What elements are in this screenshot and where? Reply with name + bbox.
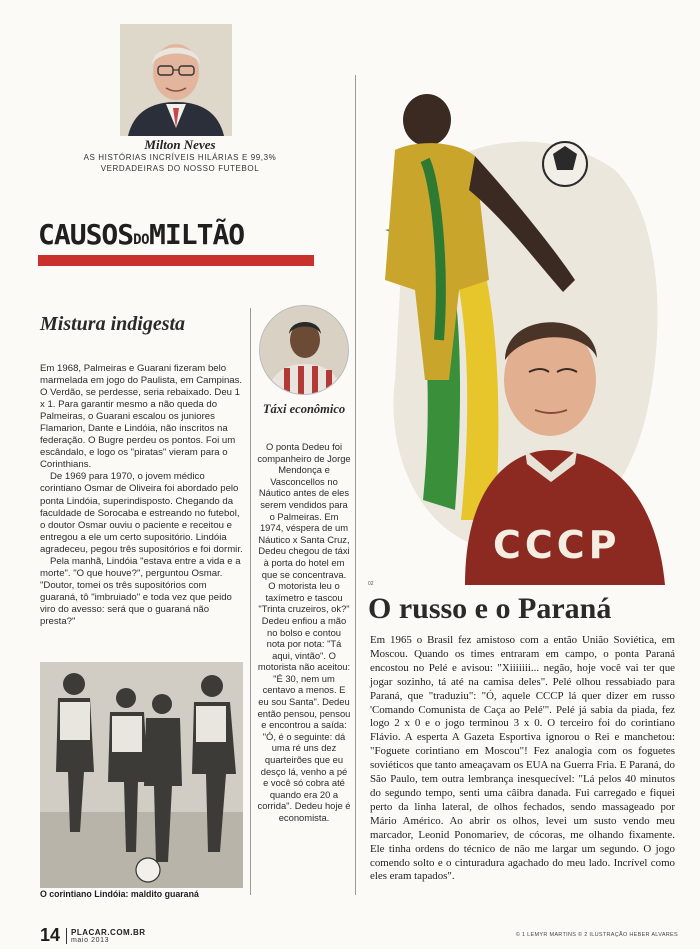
author-portrait-illustration [120,24,232,136]
footer-date: maio 2013 [71,937,110,944]
cccp-shirt-text: CCCP [493,523,621,567]
pele-yashin-illustration [365,80,670,585]
team-photo [40,662,243,888]
article-paragraph: Pela manhã, Lindóia "estava entre a vida e a morte". "O que houve?", perguntou Osmar. "Doutor, tomei os três supositórios com guaraná, tô "imbruiado" e toda vez que peido viro do avesso: será que o guaraná não presta?" [40,555,241,627]
dedeu-portrait-illustration [260,306,349,395]
footer-separator [66,928,67,944]
team-photo-illustration [40,662,243,888]
column-title-part2: DO [133,232,150,248]
article-title-russo-parana: O russo e o Paraná [368,592,612,625]
column-title [38,218,318,251]
column-title-part1: CAUSOS [38,218,134,251]
illustration-art [365,80,670,585]
art-label-02: 02 [368,581,374,587]
footer-site[interactable]: PLACAR.COM.BR [71,928,146,937]
column-divider-left [250,308,251,895]
article-title-mistura-indigesta: Mistura indigesta [40,313,186,335]
article-body-left [40,363,246,628]
article-body-right: Em 1965 o Brasil fez amistoso com a então União Soviética, em Moscou. Quando os times entraram em campo, o ponta Paraná encostou no Pelé e avisou: "Xiiiiiii... negão, hoje você vai ter que jogar sozinho, tá até na camisa deles". Pelé olhou ressabiado para Paraná, que "traduziu": "Ó, aquele CCCP lá quer dizer em russo 'Comando Comunista de Caça ao Pelé'". Pelé já sabia da piada, fez logo 2 x 0 e o jogo terminou 3 x 0. O terceiro foi do corintiano Flávio. A esperta A Gazeta Esportiva ignorou o Rei e manchetou: "Foguete corintiano em Moscou"! Fez analogia com os foguetes soviéticos que tanto ameaçavam os EUA na Guerra Fria. E Paraná, do São Paulo, tem outra lembrança inesquecível: "Lá pelos 40 minutos do segundo tempo, senti uma câibra danada. Fui carregado e fiquei perto da linha lateral, de olhos fechados, sendo massageado por Mário Américo. Ao abrir os olhos, levei um susto vendo meu marcador, Leonid Ponomariev, de cócoras, me olhando fixamente. Ele tinha ordens do técnico de não me largar um segundo. O jogo comendo solto e o cinturadura agachado do meu lado. Incrível como eles eram tapados". [370,634,675,883]
author-portrait [120,24,232,136]
photo-credits: © 1 LEMYR MARTINS © 2 ILUSTRAÇÃO HEBER ALVARES [515,932,678,938]
page-number: 14 [40,925,61,945]
column-title-part3: MILTÃO [149,218,245,251]
sidebar-body [257,441,351,824]
article-paragraph: De 1969 para 1970, o jovem médico corintiano Osmar de Oliveira foi abordado pelo ponta Lindóia, superindisposto. Chegando da faculdade de Sorocaba e estreando no futebol, o doutor Osmar ouviu o paciente e receitou e entregou a ele um certo supositório. Lindóia agradeceu, pegou três supositórios e foi dormir. [40,471,243,555]
article-paragraph: Em 1968, Palmeiras e Guarani fizeram belo marmelada em jogo do Paulista, em Campinas. O Verdão, se perdesse, seria rebaixado. Deu 1 x 1. Para garantir mesmo a não queda do Palmeiras, o Guarani escalou os juniores Flamarion, Dante e Lindóia, não inscritos na federação. O Bugre perdeu os pontos. Foi um escândalo, e logo os "piratas" vieram para o Corinthians. [40,363,243,471]
author-tagline: AS HISTÓRIAS INCRÍVEIS HILÁRIAS E 99,3% VERDADEIRAS DO NOSSO FUTEBOL [83,153,277,173]
author-name: Milton Neves [144,137,216,152]
sidebar-paragraph: O ponta Dedeu foi companheiro de Jorge Mendonça e Vasconcellos no Náutico antes de eles serem vendidos para o Palmeiras. Em 1974, véspera de um Náutico x Santa Cruz, Dedeu chegou de táxi à porta do hotel em que se concentrava. [257,441,351,580]
dedeu-portrait [259,305,349,395]
sidebar-title-taxi-economico: Táxi econômico [262,402,346,416]
photo-caption: O corintiano Lindóia: maldito guaraná [40,889,199,899]
title-underline-bar [38,255,314,266]
sidebar-paragraph: O motorista leu o taxímetro e tascou "Trinta cruzeiros, ok?" Dedeu enfiou a mão no bolso e contou nota por nota: "Tá aqui, vintão". O motorista não aceitou: "É 30, nem um centavo a menos. E eu sou Santa". Dedeu então pensou, pensou e encontrou a saída: "Ó, é o seguinte: dá uma ré uns dez quarteirões que eu desço lá, venho a pé e você só cobra até quando era 20 a corrida". Dedeu hoje é economista. [257,580,351,823]
ball-icon [136,858,160,882]
column-divider-right [355,75,356,895]
